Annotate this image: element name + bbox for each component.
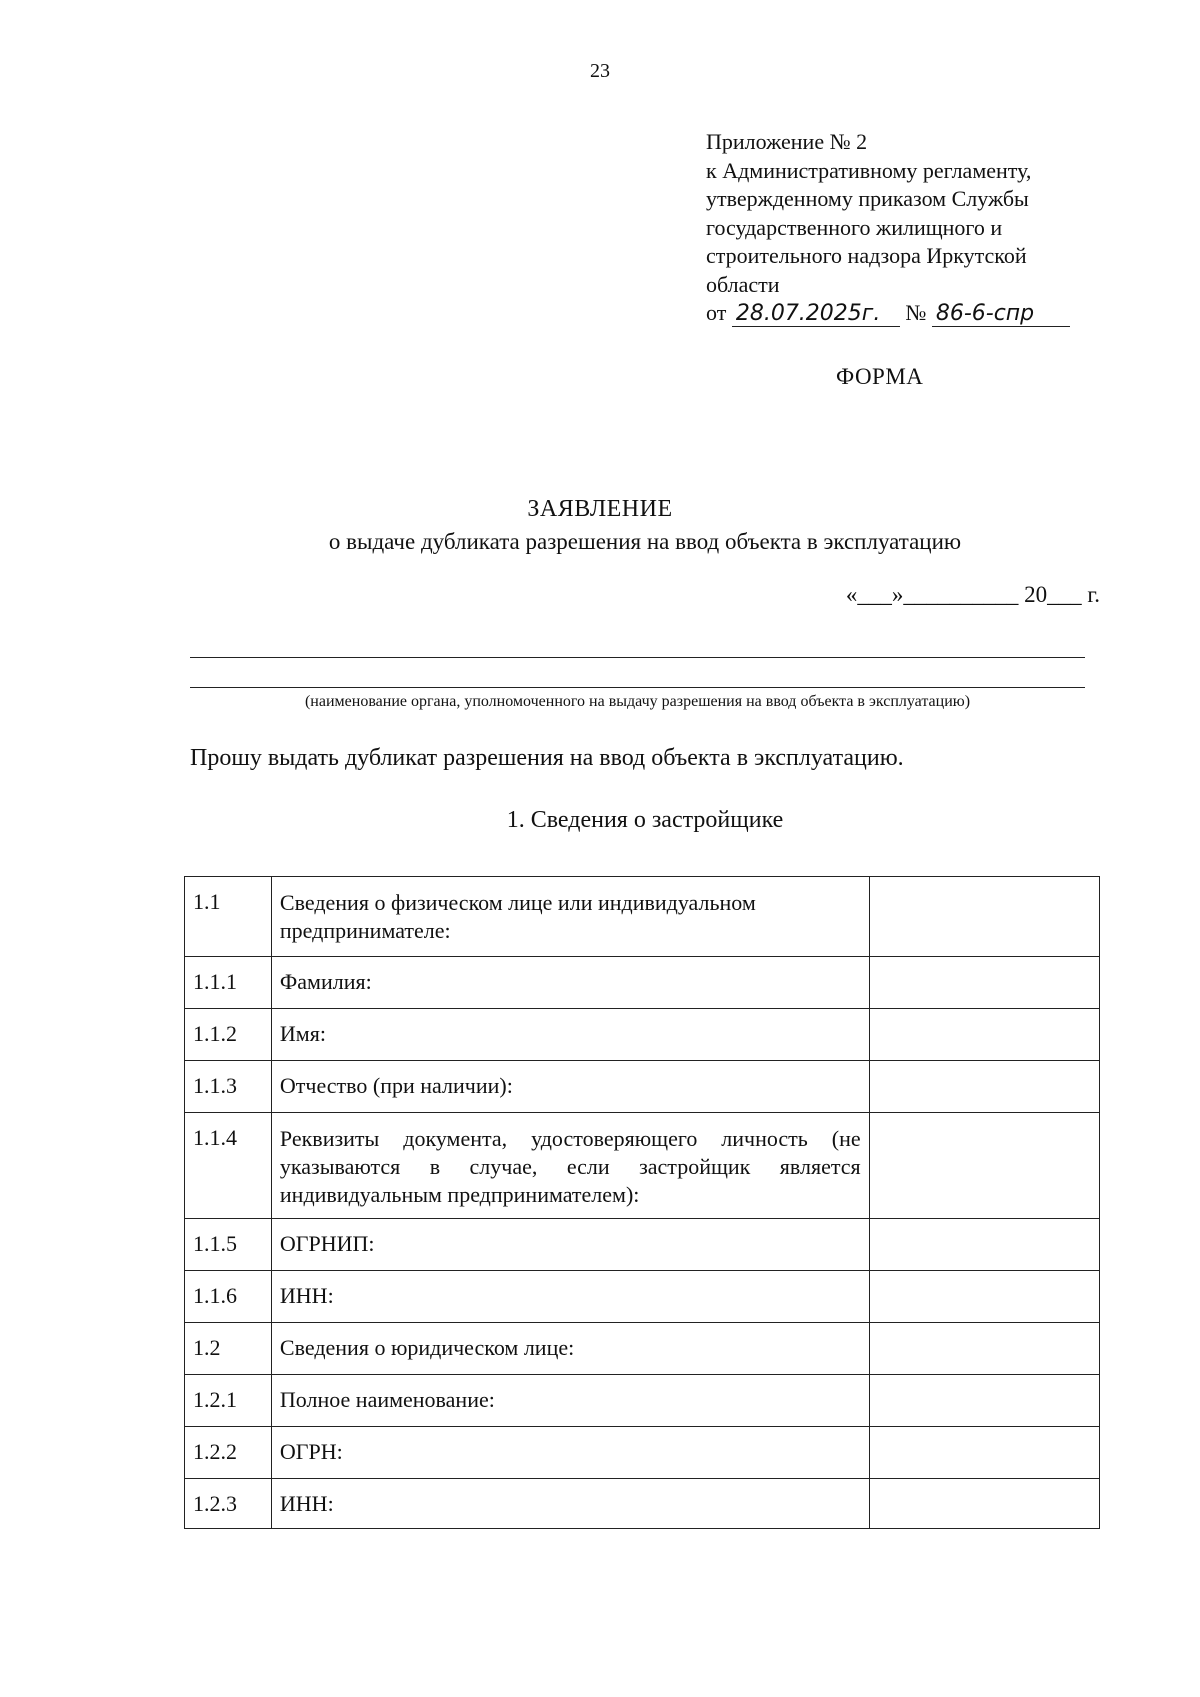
table-row	[185, 957, 1100, 1009]
table-row	[185, 1061, 1100, 1113]
appendix-order-line	[706, 299, 1126, 328]
table-row	[185, 1323, 1100, 1375]
application-date-field[interactable]: «___»__________ 20___ г.	[845, 582, 1100, 607]
row-value-cell[interactable]	[869, 1427, 1099, 1479]
row-label: Имя:	[271, 1009, 869, 1061]
row-label: Отчество (при наличии):	[271, 1061, 869, 1113]
row-number: 1.2.2	[185, 1427, 272, 1479]
order-date-handwritten: 28.07.2025г.	[732, 302, 900, 327]
number-label: №	[905, 300, 927, 325]
row-label: ОГРН:	[271, 1427, 869, 1479]
page-number: 23	[590, 60, 610, 82]
table-row	[185, 1219, 1100, 1271]
appendix-line: области	[706, 271, 780, 297]
appendix-line: строительного надзора Иркутской	[706, 243, 1027, 268]
row-label: Фамилия:	[271, 957, 869, 1009]
appendix-line: утвержденному приказом Службы	[706, 186, 1029, 211]
row-number: 1.1.4	[185, 1113, 272, 1219]
row-number: 1.1.5	[185, 1219, 272, 1271]
row-label: ОГРНИП:	[271, 1219, 869, 1271]
row-number: 1.1.6	[185, 1271, 272, 1323]
table-row	[185, 1009, 1100, 1061]
organ-name-line[interactable]	[190, 687, 1085, 688]
organ-name-caption: (наименование органа, уполномоченного на выдачу разрешения на ввод объекта в эксплуатацию)	[304, 693, 971, 710]
row-value-cell[interactable]	[869, 1323, 1099, 1375]
row-value-cell[interactable]	[869, 957, 1099, 1009]
appendix-block	[706, 128, 1126, 328]
developer-info-table	[184, 876, 1100, 1529]
row-value-cell[interactable]	[869, 1271, 1099, 1323]
table-row	[185, 1375, 1100, 1427]
row-label: ИНН:	[271, 1271, 869, 1323]
row-value-cell[interactable]	[869, 1219, 1099, 1271]
row-value-cell[interactable]	[869, 877, 1099, 957]
row-number: 1.1	[185, 877, 272, 957]
from-label: от	[706, 300, 727, 325]
table-row	[185, 877, 1100, 957]
row-value-cell[interactable]	[869, 1009, 1099, 1061]
request-text: Прошу выдать дубликат разрешения на ввод объекта в эксплуатацию.	[190, 745, 904, 771]
row-value-cell[interactable]	[869, 1061, 1099, 1113]
row-number: 1.1.3	[185, 1061, 272, 1113]
row-value-cell[interactable]	[869, 1113, 1099, 1219]
document-subtitle: о выдаче дубликата разрешения на ввод объекта в эксплуатацию	[328, 529, 962, 554]
row-number: 1.1.2	[185, 1009, 272, 1061]
appendix-line: государственного жилищного и	[706, 214, 1003, 240]
row-label: ИНН:	[271, 1479, 869, 1529]
table-row	[185, 1427, 1100, 1479]
document-title: ЗАЯВЛЕНИЕ	[527, 496, 673, 522]
appendix-line: Приложение № 2	[706, 129, 868, 154]
row-number: 1.2	[185, 1323, 272, 1375]
appendix-line: к Административному регламенту,	[706, 157, 1032, 183]
row-number: 1.1.1	[185, 957, 272, 1009]
row-label: Сведения о юридическом лице:	[271, 1323, 869, 1375]
order-number-handwritten: 86-6-спр	[932, 302, 1070, 327]
organ-name-line[interactable]	[190, 657, 1085, 658]
table-row	[185, 1113, 1100, 1219]
row-value-cell[interactable]	[869, 1375, 1099, 1427]
row-label: Сведения о физическом лице или индивидуальном предпринимателе:	[271, 877, 869, 957]
table-row	[185, 1271, 1100, 1323]
row-value-cell[interactable]	[869, 1479, 1099, 1529]
row-label: Реквизиты документа, удостоверяющего личность (не указываются в случае, если застройщик является индивидуальным предпринимателем):	[271, 1113, 869, 1219]
section-title: 1. Сведения о застройщике	[506, 807, 784, 833]
form-label: ФОРМА	[836, 364, 924, 389]
table-row	[185, 1479, 1100, 1529]
row-number: 1.2.1	[185, 1375, 272, 1427]
row-number: 1.2.3	[185, 1479, 272, 1529]
row-label: Полное наименование:	[271, 1375, 869, 1427]
